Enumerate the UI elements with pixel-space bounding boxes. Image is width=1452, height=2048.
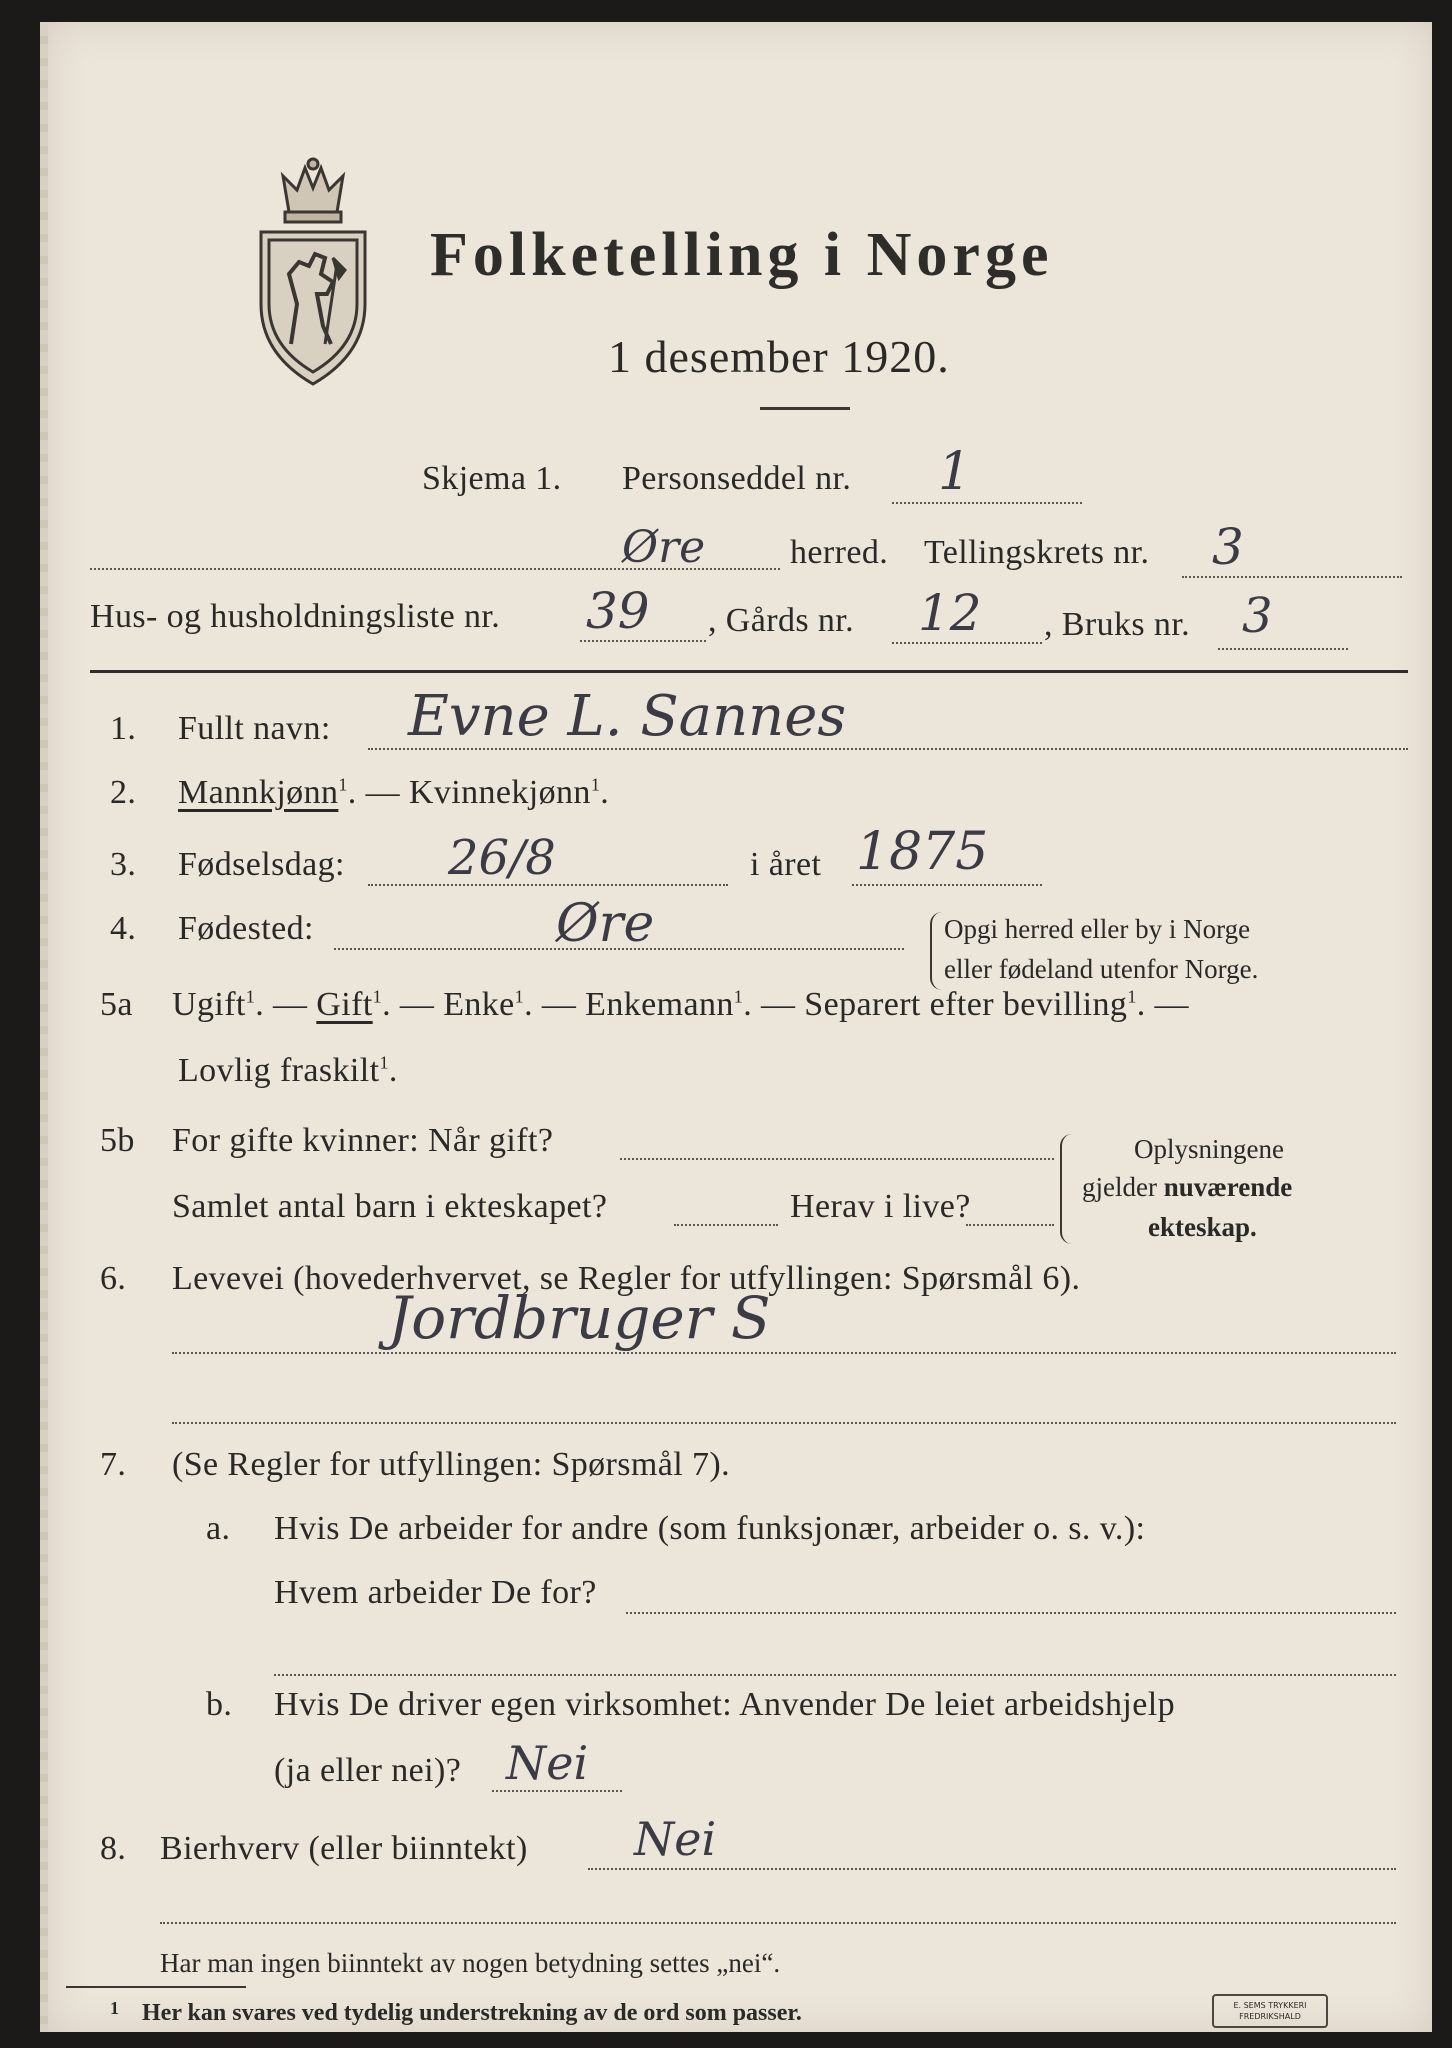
title-rule [760,407,850,410]
q5b-note-line1: Oplysningene [1134,1134,1284,1164]
bruks-value[interactable]: 3 [1242,588,1273,644]
q2-options [178,774,609,812]
q2-sup-2: 1 [590,774,601,795]
q7-label: (Se Regler for utfyllingen: Spørsmål 7). [172,1446,731,1483]
q7b-letter: b. [206,1686,233,1723]
footnote-mark: 1 [110,1998,119,2018]
gards-value[interactable]: 12 [918,584,982,642]
q7a-letter: a. [206,1510,231,1547]
q4-number: 4. [110,910,137,947]
q7a-label-2: Hvem arbeider De for? [274,1574,597,1611]
q5a-enkemann-option[interactable]: Enkemann [585,986,734,1023]
personseddel-line [892,502,1082,504]
q5a-sep-4: . — [743,986,805,1023]
q6-value[interactable]: Jordbruger S [388,1284,771,1352]
footnote-rule [66,1986,246,1988]
q5b-note-gjelder: gjelder [1082,1172,1164,1202]
q5a-options-line2 [178,1052,398,1090]
q7a-label-1: Hvis De arbeider for andre (som funksjonær, arbeider o. s. v.): [274,1510,1146,1547]
q3-number: 3. [110,846,137,883]
q8-note: Har man ingen biinntekt av nogen betydning settes „nei“. [160,1948,781,1978]
q5a-number: 5a [100,986,133,1023]
form-title: Folketelling i Norge [430,221,1054,289]
hus-line [580,640,706,642]
q2-end: . [600,774,610,811]
gards-label: , Gårds nr. [708,602,855,639]
q5a-fraskilt-option[interactable]: Lovlig fraskilt [178,1052,380,1089]
personseddel-label: Personseddel nr. [622,460,852,497]
q6-number: 6. [100,1260,127,1297]
printer-stamp [1212,1994,1328,2028]
q4-note-line2: eller fødeland utenfor Norge. [944,954,1259,984]
q1-value[interactable]: Evne L. Sannes [408,684,847,749]
q7b-line [492,1790,622,1792]
q5b-note-bold: nuværende [1163,1172,1293,1202]
q5a-sep-1: . — [255,986,317,1023]
q2-separator: . — [347,774,409,811]
q8-line-2 [160,1922,1396,1924]
q5a-separert-option[interactable]: Separert efter bevilling [804,986,1128,1023]
q6-label: Levevei (hovederhvervet, se Regler for utfyllingen: Spørsmål 6). [172,1260,1081,1297]
bruks-label: , Bruks nr. [1044,606,1191,643]
schema-label: Skjema 1. [422,460,562,497]
q5b-note-line2 [1082,1172,1292,1203]
printer-stamp-line1: E. SEMS TRYKKERI [1233,2001,1307,2010]
q3-year-value[interactable]: 1875 [856,822,989,882]
q5a-sep-5: . — [1136,986,1189,1023]
q5b-married-when-line [620,1158,1054,1160]
q3-year-label: i året [750,846,822,883]
q5b-alive-label: Herav i live? [790,1188,971,1225]
q4-value[interactable]: Øre [556,894,655,954]
q7b-label-2: (ja eller nei)? [274,1752,462,1789]
printer-stamp-line2: FREDRIKSHALD [1239,2012,1301,2021]
hus-label: Hus- og husholdningsliste nr. [90,598,501,635]
q2-sup-1: 1 [338,774,348,795]
q7b-label-1: Hvis De driver egen virksomhet: Anvender De leiet arbeidshjelp [274,1686,1175,1723]
q4-note-brace [930,912,942,990]
q1-number: 1. [110,710,137,747]
census-date: 1 desember 1920. [608,331,950,382]
q6-line-2 [172,1422,1396,1424]
q5a-sep-2: . — [382,986,444,1023]
q8-number: 8. [100,1830,127,1867]
q5a-sup-3: 1 [514,986,525,1007]
q4-note-line1: Opgi herred eller by i Norge [944,914,1251,944]
personseddel-value[interactable]: 1 [938,442,972,502]
q5b-number: 5b [100,1122,135,1159]
herred-label: herred. [790,534,889,571]
q5a-sep-3: . — [524,986,586,1023]
gards-line [892,642,1042,644]
q5b-alive-line [966,1224,1054,1226]
q5a-end: . [388,1052,398,1089]
q7-number: 7. [100,1446,127,1483]
q7b-value[interactable]: Nei [506,1736,589,1790]
tellingskrets-label: Tellingskrets nr. [924,534,1150,571]
q5a-sup-6: 1 [379,1052,389,1073]
q5a-sup-5: 1 [1127,986,1137,1007]
footnote-text: Her kan svares ved tydelig understrekning av de ord som passer. [142,2000,802,2026]
q2-number: 2. [110,774,137,811]
tellingskrets-value[interactable]: 3 [1212,518,1244,576]
norway-coat-of-arms-icon [253,154,373,394]
q5b-note-line3: ekteskap. [1148,1212,1257,1242]
q5a-ugift-option[interactable]: Ugift [172,986,246,1023]
bruks-line [1218,648,1348,650]
q5b-note-brace [1060,1134,1074,1244]
q5a-enke-option[interactable]: Enke [443,986,515,1023]
q4-label: Fødested: [178,910,314,947]
q2-female-option[interactable]: Kvinnekjønn [408,774,591,811]
q5b-children-label: Samlet antal barn i ekteskapet? [172,1188,608,1225]
herred-value[interactable]: Øre [622,522,706,573]
q5a-sup-4: 1 [733,986,744,1007]
header-rule [90,670,1408,673]
q7a-line-2 [274,1674,1396,1676]
q3-year-line [852,884,1042,886]
q5b-children-line [674,1224,778,1226]
tellingskrets-line [1182,576,1402,578]
q5a-sup-1: 1 [245,986,256,1007]
q2-male-option[interactable]: Mannkjønn [178,774,339,811]
census-form [48,22,1432,2032]
hus-value[interactable]: 39 [586,582,650,640]
q8-value[interactable]: Nei [634,1812,717,1866]
q8-label: Bierhverv (eller biinntekt) [160,1830,528,1867]
q6-line-1 [172,1352,1396,1354]
q3-day-value[interactable]: 26/8 [448,830,556,886]
q3-label: Fødselsdag: [178,846,345,883]
q7a-line-1 [626,1612,1396,1614]
q5a-sup-2: 1 [372,986,383,1007]
q5b-married-when-label: For gifte kvinner: Når gift? [172,1122,554,1159]
q8-line-1 [588,1868,1396,1870]
q5a-gift-option[interactable]: Gift [316,986,373,1023]
q1-label: Fullt navn: [178,710,331,747]
q5a-options [172,986,1189,1024]
